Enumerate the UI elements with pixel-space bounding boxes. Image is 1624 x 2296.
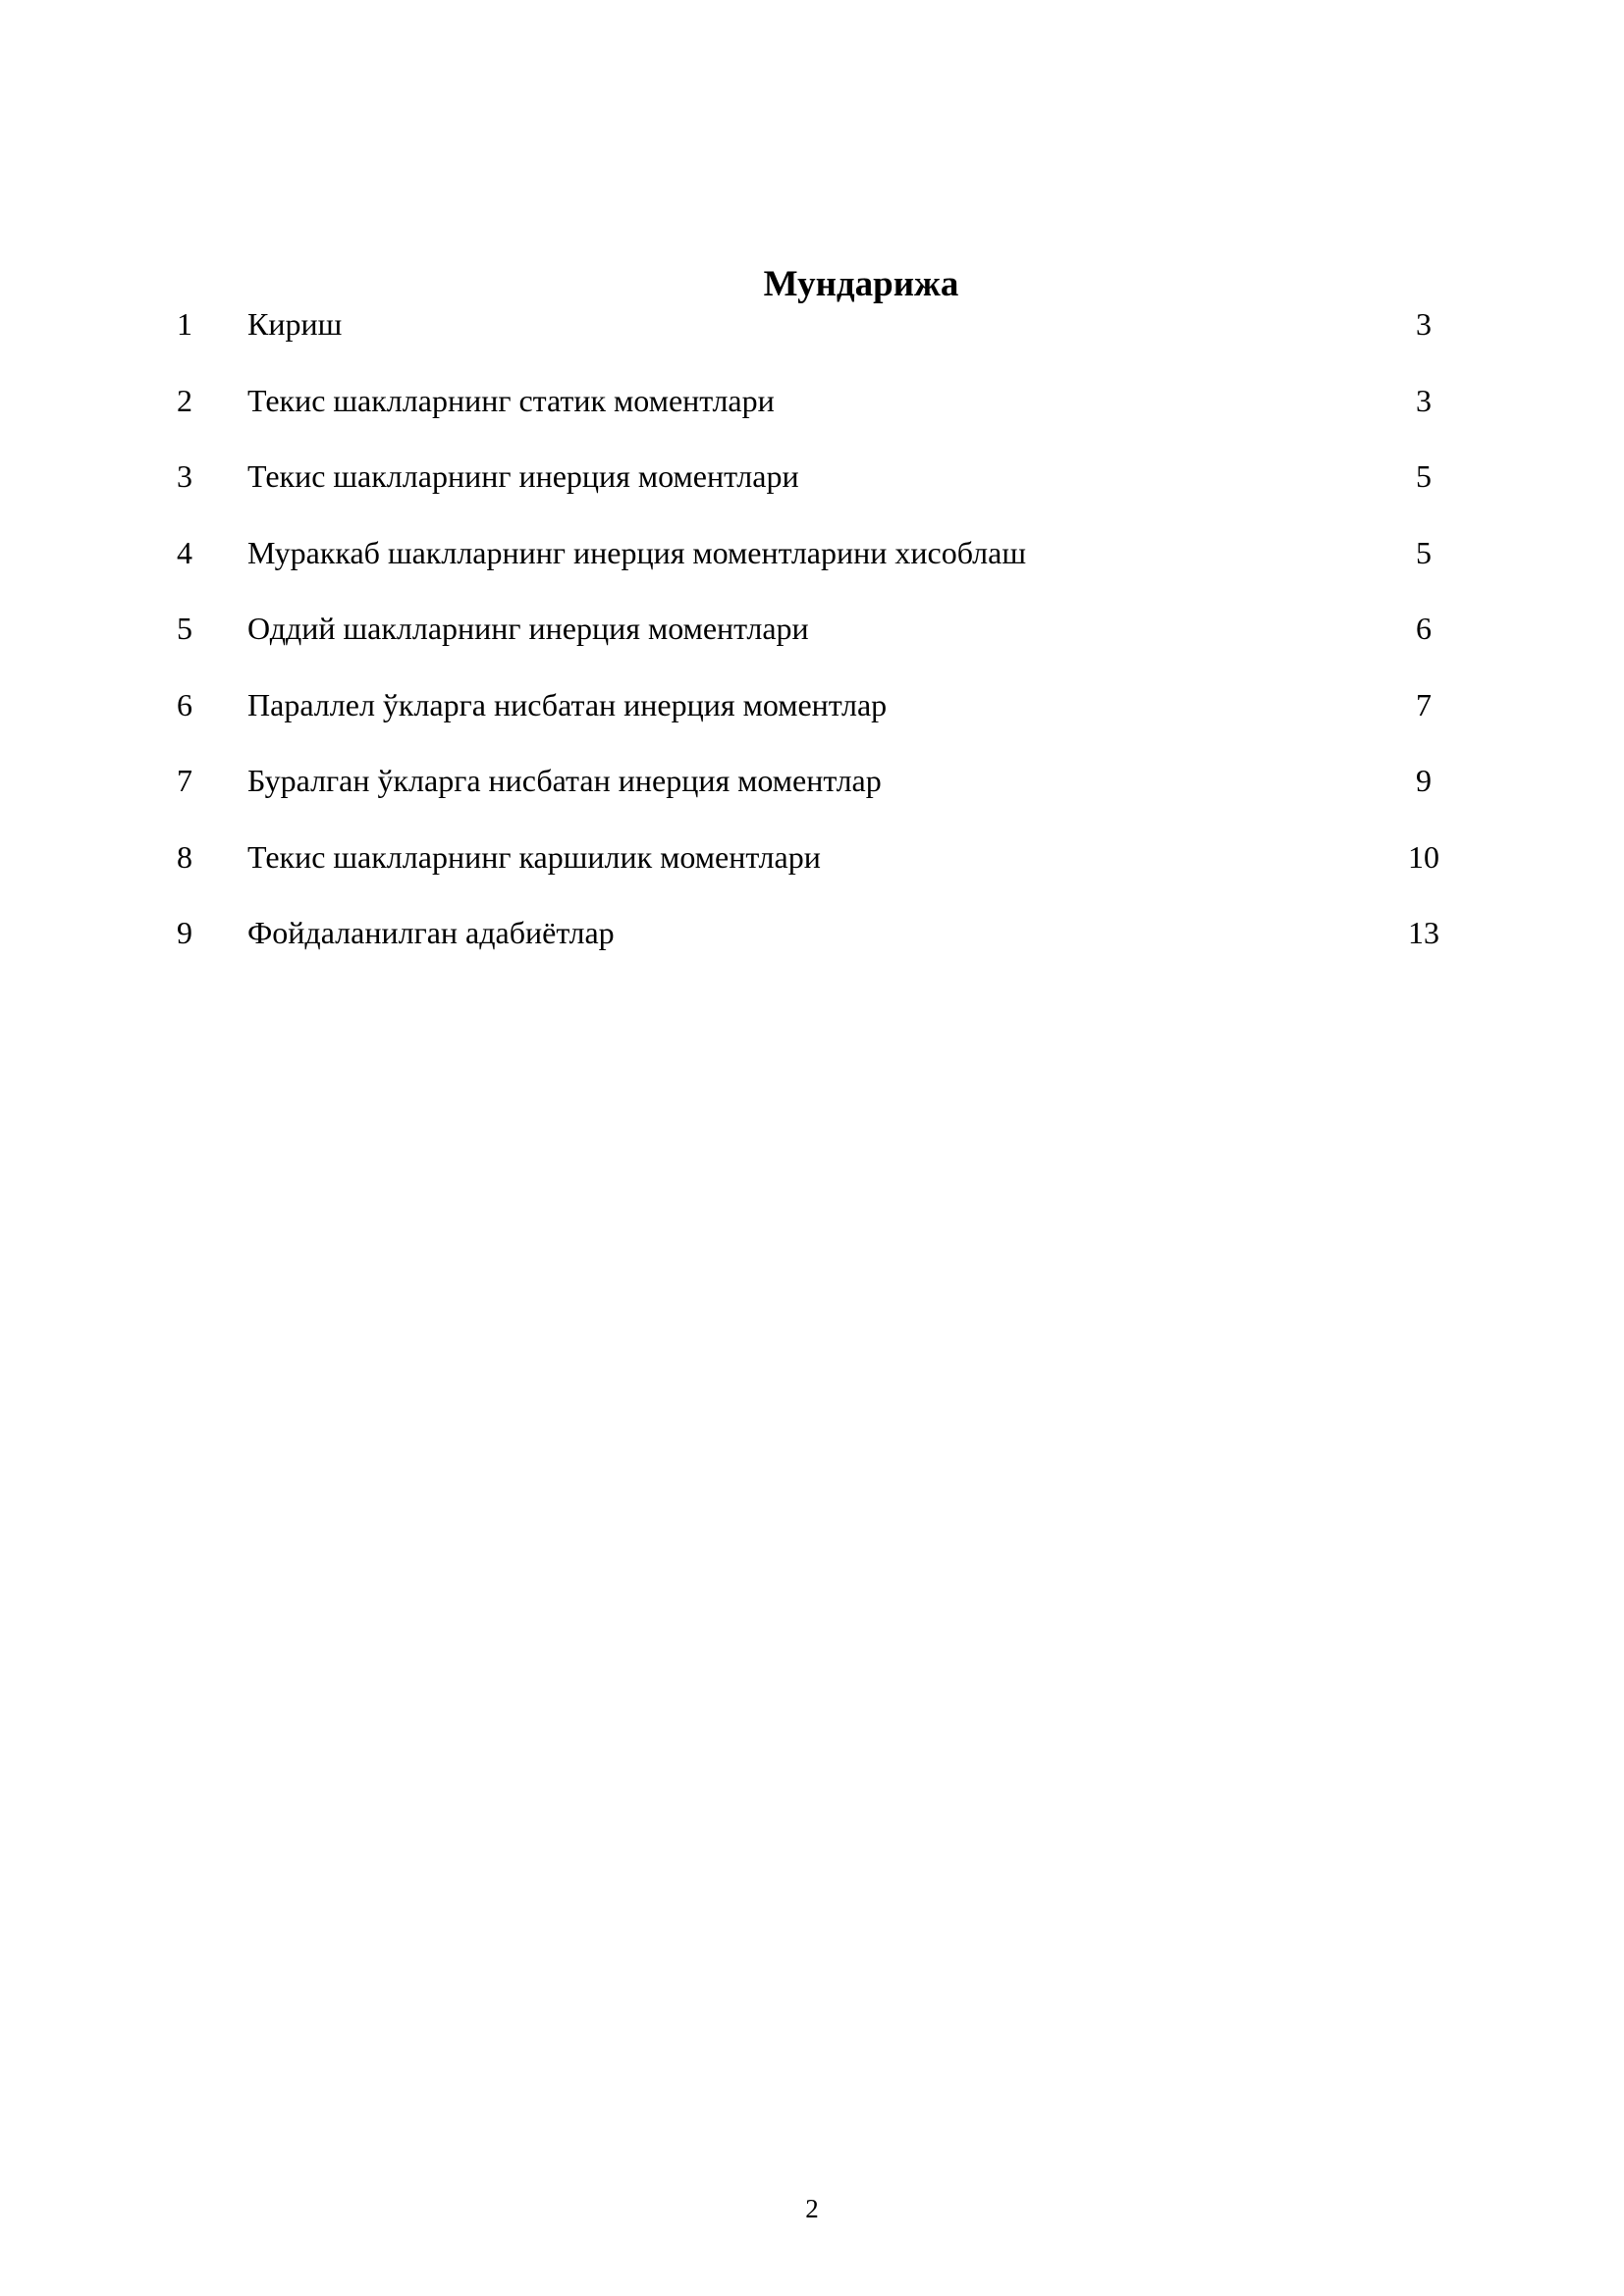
toc-entry-title: Текис шаклларнинг статик моментлари xyxy=(247,382,775,418)
toc-entry-title: Оддий шаклларнинг инерция моментлари xyxy=(247,611,809,646)
toc-entry xyxy=(0,753,1624,829)
toc-entry-number: 6 xyxy=(177,686,192,722)
toc-entry xyxy=(0,677,1624,754)
table-of-contents xyxy=(0,296,1624,982)
toc-entry xyxy=(0,373,1624,450)
toc-entry xyxy=(0,525,1624,602)
toc-entry xyxy=(0,601,1624,677)
toc-entry-number: 3 xyxy=(177,458,192,494)
toc-entry-title: Буралган ўкларга нисбатан инерция моментлар xyxy=(247,763,882,798)
toc-entry-number: 5 xyxy=(177,611,192,646)
toc-entry xyxy=(0,905,1624,982)
toc-entry-title: Мураккаб шаклларнинг инерция моментларини хисоблаш xyxy=(247,534,1026,570)
toc-entry-page: 5 xyxy=(1416,534,1432,570)
toc-entry-page: 10 xyxy=(1408,838,1439,875)
toc-entry-page: 13 xyxy=(1408,915,1439,950)
toc-entry-title: Параллел ўкларга нисбатан инерция моментлар xyxy=(247,686,888,722)
toc-entry xyxy=(0,449,1624,525)
toc-entry-page: 6 xyxy=(1416,611,1432,646)
toc-entry-number: 2 xyxy=(177,382,192,418)
toc-entry-page: 7 xyxy=(1416,686,1432,722)
toc-entry xyxy=(0,296,1624,373)
toc-entry-number: 7 xyxy=(177,763,192,798)
toc-entry-number: 8 xyxy=(177,838,192,875)
toc-entry xyxy=(0,829,1624,906)
toc-entry-title: Кириш xyxy=(247,306,343,342)
toc-entry-number: 4 xyxy=(177,534,192,570)
toc-entry-title: Текис шаклларнинг инерция моментлари xyxy=(247,458,799,494)
toc-entry-title: Фойдаланилган адабиётлар xyxy=(247,915,615,950)
toc-entry-number: 9 xyxy=(177,915,192,950)
toc-entry-number: 1 xyxy=(177,306,192,342)
toc-entry-page: 3 xyxy=(1416,382,1432,418)
toc-entry-page: 5 xyxy=(1416,458,1432,494)
page-number: 2 xyxy=(805,2194,819,2223)
toc-entry-page: 3 xyxy=(1416,306,1432,342)
toc-entry-page: 9 xyxy=(1416,763,1432,798)
toc-entry-title: Текис шаклларнинг каршилик моментлари xyxy=(247,838,821,875)
page-title: Мундарижа xyxy=(763,263,959,304)
